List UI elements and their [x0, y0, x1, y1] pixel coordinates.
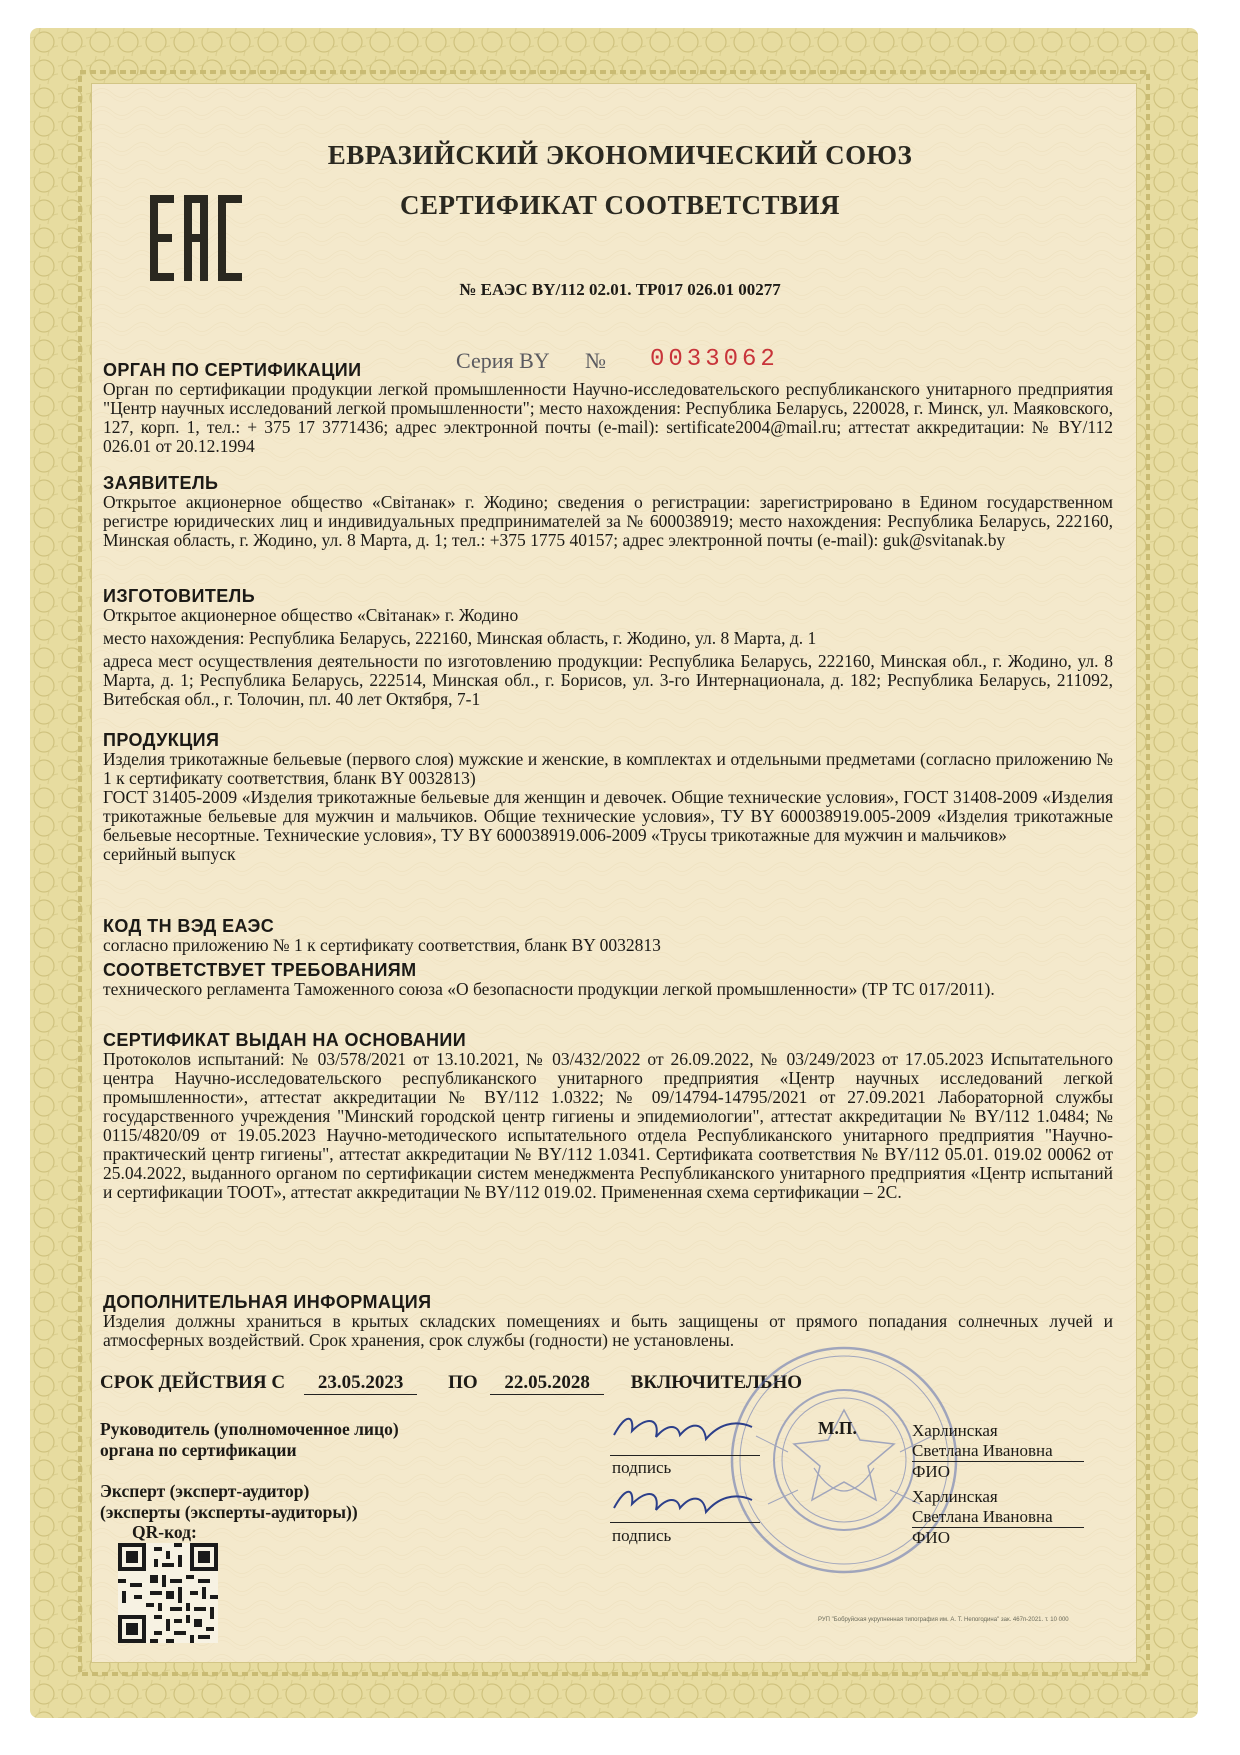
section-hs-code — [103, 916, 1113, 955]
validity-suffix: ВКЛЮЧИТЕЛЬНО — [630, 1372, 803, 1393]
qr-code[interactable] — [118, 1543, 218, 1643]
mp-label: М.П. — [818, 1418, 857, 1438]
section-additional — [103, 1292, 1113, 1350]
section-text: Протоколов испытаний: № 03/578/2021 от 13.10.2021, № 03/432/2022 от 26.09.2022, № 03/249/2023 от 17.05.2023 Испытательного центра Научно-исследовательского республиканского унитарного предприятия «Центр научных исследований легкой промышленности», аттестат аккредитации № BY/112 1.0322; № 09/14794-14795/2021 от 27.09.2021 Лабораторной службы государственного учреждения "Минский городской центр гигиены и эпидемиологии", аттестат аккредитации № BY/112 1.0484; № 0115/4820/09 от 19.05.2023 Научно-методического испытательного отдела Республиканского унитарного предприятия "Научно-практический центр гигиены", аттестат аккредитации № BY/112 1.0341. Сертификата соответствия № BY/112 05.01. 019.02 00062 от 25.04.2022, выданного органом по сертификации систем менеджмента Республиканского унитарного предприятия «Центр испытаний и сертификации ТООТ», аттестат аккредитации № BY/112 019.02. Примененная схема сертификации – 2С. — [103, 1049, 1113, 1202]
certificate-number: № ЕАЭС BY/112 02.01. ТР017 026.01 00277 — [459, 280, 781, 299]
validity-to-label: ПО — [448, 1372, 478, 1393]
series-no-sign: № — [585, 348, 606, 373]
series-label: Серия BY — [456, 348, 550, 373]
section-applicant — [103, 473, 1113, 550]
section-heading: ЗАЯВИТЕЛЬ — [103, 473, 219, 493]
head-fio-caption: ФИО — [912, 1462, 950, 1481]
head-label-line2: органа по сертификации — [100, 1440, 297, 1460]
section-requirements — [103, 960, 1113, 999]
section-heading: ИЗГОТОВИТЕЛЬ — [103, 586, 256, 606]
expert-signature-line — [610, 1522, 760, 1523]
head-signature-line — [610, 1455, 760, 1456]
section-heading: КОД ТН ВЭД ЕАЭС — [103, 916, 275, 936]
validity-line — [100, 1372, 802, 1395]
product-release: серийный выпуск — [103, 844, 236, 864]
qr-label: QR-код: — [132, 1522, 197, 1542]
expert-signature-image — [608, 1478, 758, 1528]
certificate-title: СЕРТИФИКАТ СООТВЕТСТВИЯ — [399, 190, 841, 220]
expert-surname: Харлинская — [912, 1487, 998, 1506]
manufacturer-sites: адреса мест осуществления деятельности по изготовлению продукции: Республика Беларусь, 222160, Минская обл., г. Жодино, ул. 8 Марта, д. 1; Республика Беларусь, 222514, Минская обл., г. Борисов, ул. 3-го Интернационала, д. 182; Республика Беларусь, 211092, Витебская обл., г. Толочин, пл. 40 лет Октября, 7-1 — [103, 651, 1113, 709]
section-cert-body — [103, 360, 1113, 456]
head-label-line1: Руководитель (уполномоченное лицо) — [100, 1419, 399, 1439]
expert-label — [100, 1481, 358, 1523]
section-text: согласно приложению № 1 к сертификату соответствия, бланк BY 0032813 — [103, 935, 661, 955]
head-signature-caption: подпись — [612, 1458, 672, 1477]
expert-label-line1: Эксперт (эксперт-аудитор) — [100, 1481, 310, 1501]
manufacturer-name: Открытое акционерное общество «Світанак» г. Жодино — [103, 605, 519, 625]
product-description: Изделия трикотажные бельевые (первого слоя) мужские и женские, в комплектах и отдельными предметами (согласно приложению № 1 к сертификату соответствия, бланк BY 0032813) — [103, 749, 1113, 788]
manufacturer-location: место нахождения: Республика Беларусь, 222160, Минская область, г. Жодино, ул. 8 Марта, д. 1 — [103, 628, 817, 648]
section-heading: ОРГАН ПО СЕРТИФИКАЦИИ — [103, 360, 362, 380]
head-name: Светлана Ивановна — [912, 1441, 1084, 1462]
section-product — [103, 730, 1113, 864]
section-heading: СООТВЕТСТВУЕТ ТРЕБОВАНИЯМ — [103, 960, 417, 980]
section-heading: СЕРТИФИКАТ ВЫДАН НА ОСНОВАНИИ — [103, 1030, 467, 1050]
printer-mark: РУП "Бобруйская укрупненная типография им. А. Т. Непогодина" зак. 467п-2021. т. 10 000 — [818, 1617, 1069, 1623]
head-label — [100, 1419, 399, 1461]
section-text: технического регламента Таможенного союза «О безопасности продукции легкой промышленности» (ТР ТС 017/2011). — [103, 979, 995, 999]
head-surname: Харлинская — [912, 1421, 998, 1440]
section-heading: ДОПОЛНИТЕЛЬНАЯ ИНФОРМАЦИЯ — [103, 1292, 432, 1312]
validity-from-label: СРОК ДЕЙСТВИЯ С — [100, 1372, 286, 1393]
section-text: Открытое акционерное общество «Світанак» г. Жодино; сведения о регистрации: зарегистрировано в Едином государственном регистре юридических лиц и индивидуальных предпринимателей за № 600038919; место нахождения: Республика Беларусь, 222160, Минская область, г. Жодино, ул. 8 Марта, д. 1; тел.: +375 1775 40157; адрес электронной почты (e-mail): guk@svitanak.by — [103, 492, 1113, 550]
head-signature-image — [608, 1405, 758, 1455]
expert-name: Светлана Ивановна — [912, 1507, 1084, 1528]
expert-signature-caption: подпись — [612, 1526, 672, 1545]
validity-from-date: 23.05.2023 — [304, 1372, 418, 1395]
product-standards: ГОСТ 31405-2009 «Изделия трикотажные бельевые для женщин и девочек. Общие технические условия», ГОСТ 31408-2009 «Изделия трикотажные бельевые для мужчин и мальчиков. Общие технические условия», ТУ BY 600038919.005-2009 «Изделия трикотажные бельевые несортные. Технические условия», ТУ BY 600038919.006-2009 «Трусы трикотажные для мужчин и мальчиков» — [103, 787, 1113, 845]
section-basis — [103, 1030, 1113, 1202]
serial-number: 0033062 — [650, 346, 779, 373]
expert-fio — [912, 1487, 1084, 1548]
section-manufacturer — [103, 586, 1113, 709]
expert-fio-caption: ФИО — [912, 1528, 950, 1547]
union-heading: ЕВРАЗИЙСКИЙ ЭКОНОМИЧЕСКИЙ СОЮЗ — [327, 140, 913, 170]
expert-label-line2: (эксперты (эксперты-аудиторы)) — [100, 1502, 358, 1522]
section-text: Орган по сертификации продукции легкой промышленности Научно-исследовательского республиканского унитарного предприятия "Центр научных исследований легкой промышленности"; место нахождения: Республика Беларусь, 220028, г. Минск, ул. Маяковского, 127, корп. 1, тел.: + 375 17 3771436; адрес электронной почты (e-mail): sertificate2004@mail.ru; аттестат аккредитации: № BY/112 026.01 от 20.12.1994 — [103, 379, 1113, 456]
section-heading: ПРОДУКЦИЯ — [103, 730, 220, 750]
validity-to-date: 22.05.2028 — [490, 1372, 604, 1395]
head-fio — [912, 1421, 1084, 1482]
section-text: Изделия должны храниться в крытых складских помещениях и быть защищены от прямого попадания солнечных лучей и атмосферных воздействий. Срок хранения, срок службы (годности) не установлены. — [103, 1311, 1113, 1350]
